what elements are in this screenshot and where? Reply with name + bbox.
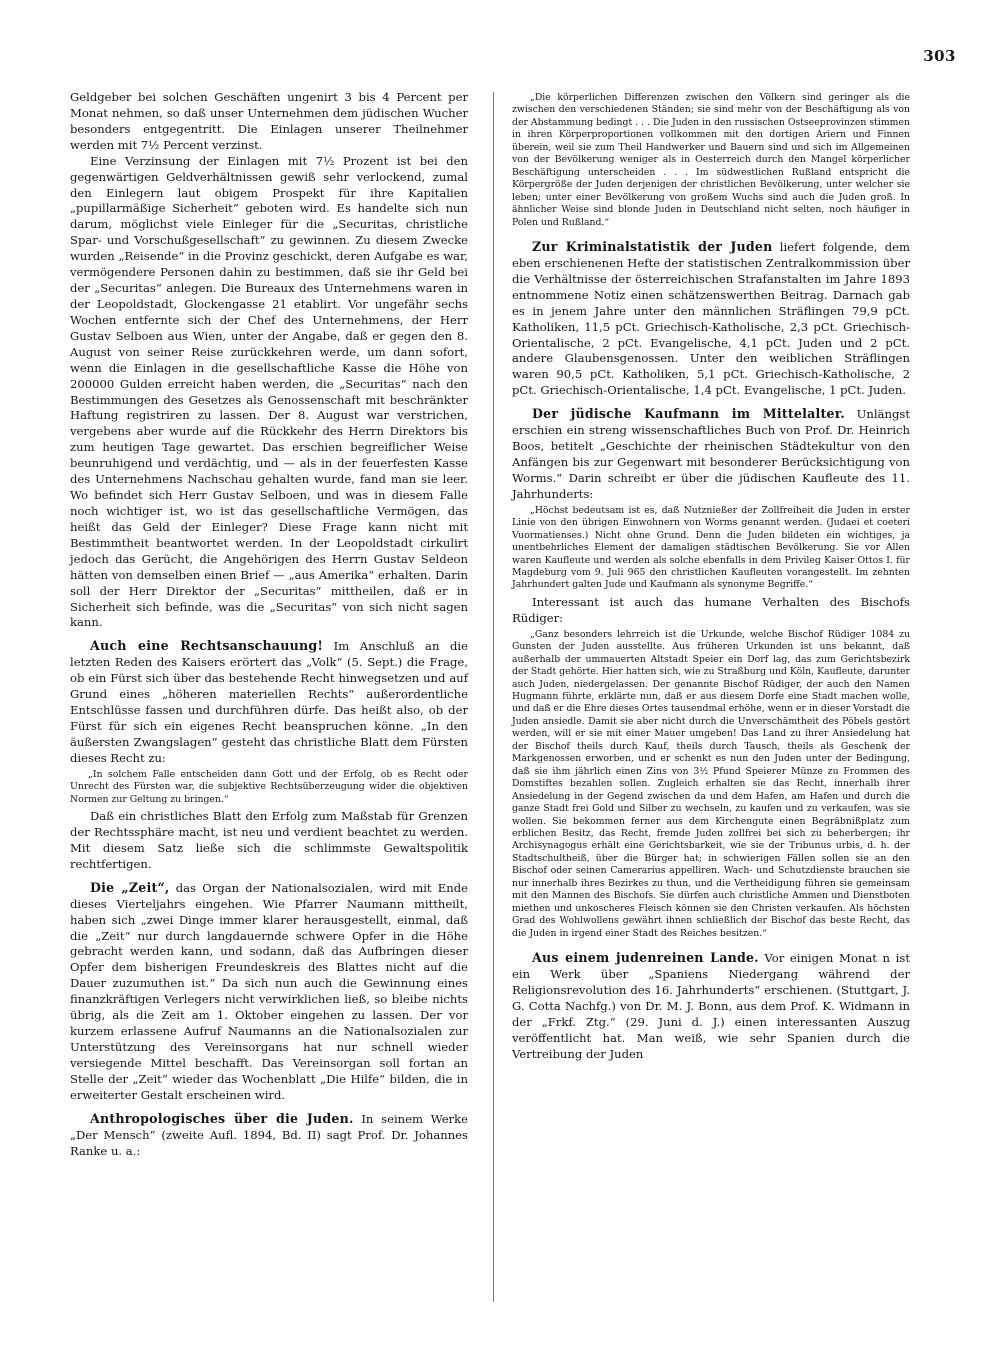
body-paragraph (70, 880, 468, 1104)
paragraph-text: Eine Verzinsung der Einlagen mit 7½ Prozent ist bei den gegenwärtigen Geldverhältnissen gewiß sehr verlockend, zumal den Einlegern laut obigem Prospekt für ihre Kapitalien „pupillarmäßige Sicherheit“ geboten wird. Es handelte sich nun darum, möglichst viele Einleger für die „Securitas, christliche Spar- und Vorschußgesellschaft“ zu gewinnen. Zu diesem Zwecke wurden „Reisende“ in die Provinz geschickt, deren Aufgabe es war, vermögendere Personen dahin zu bestimmen, daß sie ihr Geld bei der „Securitas“ anlegen. Die Bureaux des Unternehmens waren in der Leopoldstadt, Glockengasse 21 etablirt. Vor ungefähr sechs Wochen entfernte sich der Chef des Unternehmens, der Herr Gustav Selboen aus Wien, unter der Angabe, daß er gegen den 8. August von seiner Reise zurückkehren werde, um dann sofort, wenn die Einlagen in die gesellschaftliche Kasse die Höhe von 200000 Gulden erreicht haben werden, die „Securitas“ nach den Bestimmungen des Gesetzes als Genossenschaft mit beschränkter Haftung registriren zu lassen. Der 8. August war verstrichen, vergebens aber wurde auf die Rückkehr des Herrn Direktors bis zum heutigen Tage gewartet. Das erschien begreiflicher Weise beunruhigend und verdächtig, und — als in der feuerfesten Kasse des Unternehmens Nachschau gehalten wurde, fand man sie leer. Wo befindet sich Herr Gustav Selboen, und was in diesem Falle noch wichtiger ist, wo ist das gesellschaftliche Vermögen, das heißt das Geld der Einleger? Diese Frage kann nicht mit Bestimmtheit beantwortet werden. In der Leopoldstadt cirkulirt jedoch das Gerücht, die Angehörigen des Herrn Gustav Seldeon hätten von demselben einen Brief — „aus Amerika“ erhalten. Darin soll der Herr Direktor der „Securitas“ mittheilen, daß er in Sicherheit sich befinde, was die „Securitas“ von sich nicht sagen kann. (70, 153, 468, 630)
body-paragraph (512, 239, 910, 399)
paragraph-text: Unlängst erschien ein streng wissenschaftliches Buch von Prof. Dr. Heinrich Boos, betitelt „Geschichte der rheinischen Städtekultur von den Anfängen bis zur Gegenwart mit besonderer Berücksichtigung von Worms.“ Darin schreibt er über die jüdischen Kaufleute des 11. Jahrhunderts: (512, 407, 910, 501)
section-heading: Anthropologisches über die Juden. (90, 1110, 354, 1126)
paragraph-text: „Ganz besonders lehrreich ist die Urkunde, welche Bischof Rüdiger 1084 zu Gunsten der Juden ausstellte. Aus früheren Urkunden ist uns bekannt, daß außerhalb der ummauerten Altstadt Speier ein Dorf lag, das zum Gerichtsbezirk der Stadt gehörte. Hier hatten sich, wie zu Straßburg und Köln, Kaufleute, darunter auch Juden, niedergelassen. Der genannte Bischof Rüdiger, der auch den Namen Hugmann führte, erklärte nun, daß er aus diesem Dorfe eine Stadt machen wolle, und daß er die Ehre dieses Ortes tausendmal erhöhe, wenn er in dieser Vorstadt die Juden ansiedle. Damit sie aber nicht durch die Unverschämtheit des Pöbels gestört werden, will er sie mit einer Mauer umgeben! Das Land zu ihrer Ansiedelung hat der Bischof theils durch Kauf, theils durch Tausch, theils als Geschenk der Markgenossen erworben, und er schenkt es nun den Juden unter der Bedingung, daß sie ihm jährlich einen Zins von 3½ Pfund Speierer Münze zu Frommen des Domstiftes bezahlen sollen. Zugleich erhalten sie das Recht, innerhalb ihrer Ansiedelung in der Gegend zwischen da und dem Hafen, am Hafen und durch die ganze Stadt frei Gold und Silber zu wechseln, zu kaufen und zu verkaufen, was sie wollen. Sie bekommen ferner aus dem Kirchengute einen Begräbnißplatz zum erblichen Besitz, das Recht, fremde Juden zollfrei bei sich zu beherbergen; ihr Archisynagogus erhält eine Gerichtsbarkeit, wie sie der Tribunus urbis, d. h. der Stadtschultheiß, über die Bürger hat; in schwierigen Fällen sollen sie an den Bischof oder seinen Camerarius appelliren. Wach- und Schutzdienste brauchen sie nur innerhalb ihres Bezirkes zu thun, und die Vertheidigung führen sie gemeinsam mit den Mannen des Bischofs. Sie dürfen auch christliche Ammen und Dienstboten miethen und unkoscheres Fleisch können sie den Christen verkaufen. Als höchsten Grad des Wohlwollens gewährt ihnen schließlich der Bischof das beste Recht, das die Juden in irgend einer Stadt des Reiches besitzen.“ (512, 628, 910, 939)
body-paragraph (70, 809, 468, 873)
body-paragraph (512, 950, 910, 1062)
section-heading: Die „Zeit“, (90, 879, 170, 895)
paragraph-text: In seinem Werke „Der Mensch“ (zweite Aufl. 1894, Bd. II) sagt Prof. Dr. Johannes Ranke u. a.: (70, 1111, 468, 1158)
section-heading: Auch eine Rechtsanschauung! (90, 638, 324, 654)
body-paragraph (70, 1111, 468, 1160)
section-heading: Der jüdische Kaufmann im Mittelalter. (532, 406, 845, 422)
paragraph-text: „In solchem Falle entscheiden dann Gott und der Erfolg, ob es Recht oder Unrecht des Fürsten war, die subjektive Rechtsüberzeugung wider die objektiven Normen zur Geltung zu bringen.“ (70, 768, 468, 805)
paragraph-text: das Organ der Nationalsozialen, wird mit Ende dieses Vierteljahrs eingehen. Wie Pfarrer Naumann mittheilt, haben sich „zwei Dinge immer klarer herausgestellt, einmal, daß die „Zeit“ nur durch langdauernde schwere Opfer in die Höhe gebracht werden kann, und sodann, daß das Aufbringen dieser Opfer dem bisherigen Freundeskreis des Blattes nicht auf die Dauer zuzumuthen ist.“ Da sich nun auch die Gewinnung eines finanzkräftigen Verlegers nicht verwirklichen ließ, so bleibe nichts übrig, als die Zeit am 1. Oktober eingehen zu lassen. Der vor kurzem erlassene Aufruf Naumanns an die Nationalsozialen zur Unterstützung des Vereinsorgans hat nur schnell wieder versiegende Mittel beschafft. Das Vereinsorgan soll fortan an Stelle der „Zeit“ wieder das Wochenblatt „Die Hilfe“ bilden, die in erweiterter Gestalt erscheinen wird. (70, 880, 468, 1102)
section-heading: Aus einem judenreinen Lande. (532, 950, 759, 966)
paragraph-text: Im Anschluß an die letzten Reden des Kaisers erörtert das „Volk“ (5. Sept.) die Frage, ob ein Fürst sich über das bestehende Recht hinwegsetzen und auf Grund eines „höheren materiellen Rechts“ außerordentliche Entschlüsse fassen und durchführen dürfe. Das heißt also, ob der Fürst für sich ein eigenes Recht beanspruchen könne. „In den äußersten Zwangslagen“ gesteht das christliche Blatt dem Fürsten dieses Recht zu: (70, 639, 468, 765)
section-gap (512, 232, 910, 239)
quotation-paragraph (512, 629, 910, 940)
section-heading: Zur Kriminalstatistik der Juden (532, 238, 773, 254)
paragraph-text: Vor einigen Monat n ist ein Werk über „Spaniens Niedergang während der Religionsrevolution des 16. Jahrhunderts“ erschienen. (Stuttgart, J. G. Cotta Nachfg.) von Dr. M. J. Bonn, aus dem Prof. K. Widmann in der „Frkf. Ztg.“ (29. Juni d. J.) einen interessanten Auszug veröffentlicht hat. Man weiß, wie sehr Spanien durch die Vertreibung der Juden (512, 951, 910, 1061)
quotation-paragraph (70, 769, 468, 806)
page-number: 303 (923, 47, 956, 65)
column-rule (493, 92, 494, 1302)
section-gap (70, 873, 468, 880)
left-column (70, 90, 468, 1159)
right-column (512, 90, 910, 1063)
quotation-paragraph (512, 505, 910, 592)
paragraph-text: Daß ein christliches Blatt den Erfolg zum Maßstab für Grenzen der Rechtssphäre macht, ist neu und verdient beachtet zu werden. Mit diesem Satz ließe sich die schlimmste Gewaltspolitik rechtfertigen. (70, 809, 468, 871)
body-paragraph (70, 90, 468, 154)
section-gap (70, 631, 468, 638)
paragraph-text: liefert folgende, dem eben erschienenen Hefte der statistischen Zentralkommission über die Verhältnisse der österreichischen Strafanstalten im Jahre 1893 entnommene Notiz einen schätzenswerthen Beitrag. Darnach gab es in jenem Jahre unter den männlichen Sträflingen 79,9 pCt. Katholiken, 11,5 pCt. Griechisch-Katholische, 2,3 pCt. Griechisch-Orientalische, 2 pCt. Evangelische, 4,1 pCt. Juden und 2 pCt. andere Glaubensgenossen. Unter den weiblichen Sträflingen waren 90,5 pCt. Katholiken, 5,1 pCt. Griechisch-Katholische, 2 pCt. Griechisch-Orientalische, 1,4 pCt. Evangelische, 1 pCt. Juden. (512, 239, 910, 398)
paragraph-text: Interessant ist auch das humane Verhalten des Bischofs Rüdiger: (512, 594, 910, 625)
section-gap (512, 399, 910, 406)
body-paragraph (70, 154, 468, 632)
paragraph-text: „Die körperlichen Differenzen zwischen den Völkern sind geringer als die zwischen den verschiedenen Ständen; sie sind mehr von der Beschäftigung als von der Abstammung bedingt . . . Die Juden in den russischen Ostseeprovinzen stimmen in ihren Körperproportionen vollkommen mit den dortigen Ariern und Finnen überein, weil sie zum Theil Handwerker und Bauern sind und sich im Allgemeinen von der Bevölkerung weniger als in Oesterreich durch den Mangel körperlicher Beschäftigung unterscheiden . . . Im südwestlichen Rußland entspricht die Körpergröße der Juden derjenigen der christlichen Bevölkerung, unter welcher sie leben; unter einer Bevölkerung von großem Wuchs sind auch die Juden groß. In ähnlicher Weise sind blonde Juden in Deutschland nicht selten, noch häufiger in Polen und Rußland.“ (512, 92, 910, 228)
paragraph-text: „Höchst bedeutsam ist es, daß Nutznießer der Zollfreiheit die Juden in erster Linie von den übrigen Einwohnern von Worms genannt werden. (Judaei et coeteri Vuormatienses.) Nicht ohne Grund. Denn die Juden bildeten ein wichtiges, ja unentbehrliches Element der damaligen städtischen Bevölkerung. Sie vor Allen waren Kaufleute und werden als solche ebenfalls in dem Privileg Kaiser Ottos I. für Magdeburg vom 9. Juli 965 den christlichen Kaufleuten vorangestellt. Im zehnten Jahrhundert galten Jude und Kaufmann als synonyme Begriffe.“ (512, 504, 910, 591)
body-paragraph (512, 595, 910, 627)
section-gap (512, 943, 910, 950)
body-paragraph (70, 638, 468, 766)
section-gap (70, 1104, 468, 1111)
paragraph-text: Geldgeber bei solchen Geschäften ungenirt 3 bis 4 Percent per Monat nehmen, so daß unser Unternehmen dem jüdischen Wucher besonders entgegentritt. Die Einlagen unserer Theilnehmer werden mit 7½ Percent verzinst. (70, 90, 468, 152)
quotation-paragraph (512, 92, 910, 229)
body-paragraph (512, 406, 910, 503)
